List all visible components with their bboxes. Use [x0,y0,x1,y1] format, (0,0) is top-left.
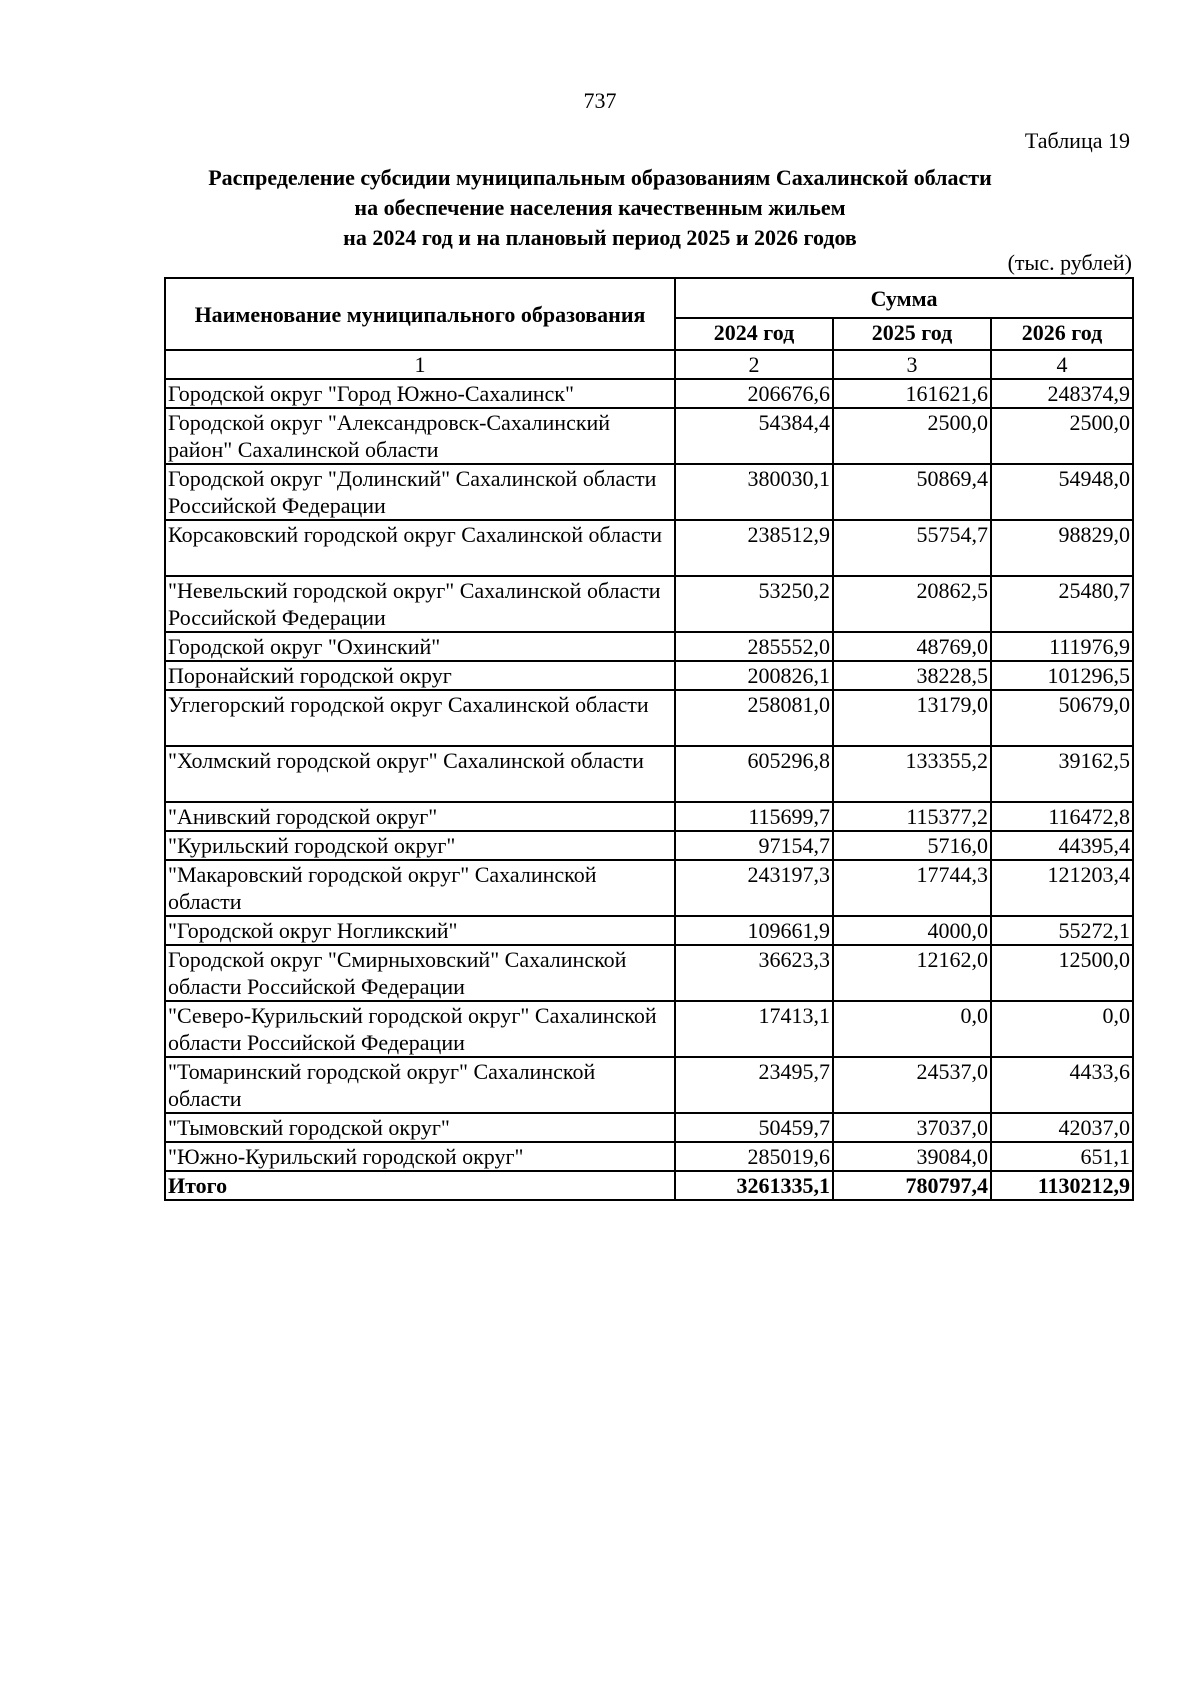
municipality-name: "Томаринский городской округ" Сахалинской области [165,1057,675,1113]
value-2025: 161621,6 [833,379,991,408]
total-2024: 3261335,1 [675,1171,833,1200]
value-2024: 53250,2 [675,576,833,632]
value-2026: 116472,8 [991,802,1133,831]
value-2025: 48769,0 [833,632,991,661]
value-2025: 4000,0 [833,916,991,945]
value-2024: 115699,7 [675,802,833,831]
municipality-name: "Анивский городской округ" [165,802,675,831]
table-row [165,379,1133,408]
value-2024: 97154,7 [675,831,833,860]
value-2025: 0,0 [833,1001,991,1057]
municipality-name: Городской округ "Александровск-Сахалинский район" Сахалинской области [165,408,675,464]
value-2025: 20862,5 [833,576,991,632]
table-row [165,746,1133,802]
value-2024: 380030,1 [675,464,833,520]
table-label: Таблица 19 [1024,128,1130,153]
value-2025: 12162,0 [833,945,991,1001]
value-2025: 5716,0 [833,831,991,860]
table-row [165,945,1133,1001]
table-row [165,576,1133,632]
value-2024: 54384,4 [675,408,833,464]
table-row [165,464,1133,520]
header-year-2026: 2026 год [991,318,1133,350]
table-row [165,802,1133,831]
value-2025: 50869,4 [833,464,991,520]
title-line-2: на обеспечение населения качественным жильем [354,195,846,220]
table-row [165,661,1133,690]
header-name: Наименование муниципального образования [165,278,675,350]
municipality-name: Корсаковский городской округ Сахалинской области [165,520,675,576]
value-2026: 248374,9 [991,379,1133,408]
municipality-name: "Курильский городской округ" [165,831,675,860]
header-sum: Сумма [675,278,1133,318]
value-2024: 238512,9 [675,520,833,576]
total-2026: 1130212,9 [991,1171,1133,1200]
municipality-name: "Макаровский городской округ" Сахалинской области [165,860,675,916]
value-2025: 115377,2 [833,802,991,831]
value-2026: 651,1 [991,1142,1133,1171]
municipality-name: Поронайский городской округ [165,661,675,690]
value-2025: 133355,2 [833,746,991,802]
title-line-1: Распределение субсидии муниципальным образованиям Сахалинской области [208,165,992,190]
title-line-3: на 2024 год и на плановый период 2025 и 2026 годов [343,225,857,250]
value-2024: 243197,3 [675,860,833,916]
table-row [165,1001,1133,1057]
municipality-name: "Городской округ Ногликский" [165,916,675,945]
value-2025: 55754,7 [833,520,991,576]
table-row [165,860,1133,916]
value-2026: 12500,0 [991,945,1133,1001]
header-year-2024: 2024 год [675,318,833,350]
municipality-name: Городской округ "Смирныховский" Сахалинской области Российской Федерации [165,945,675,1001]
value-2025: 17744,3 [833,860,991,916]
value-2024: 285552,0 [675,632,833,661]
value-2026: 25480,7 [991,576,1133,632]
value-2026: 111976,9 [991,632,1133,661]
value-2026: 55272,1 [991,916,1133,945]
value-2025: 37037,0 [833,1113,991,1142]
table-row [165,632,1133,661]
value-2026: 42037,0 [991,1113,1133,1142]
value-2024: 200826,1 [675,661,833,690]
page-number: 737 [583,88,617,113]
column-number-3: 3 [833,350,991,379]
column-number-4: 4 [991,350,1133,379]
header-year-2025: 2025 год [833,318,991,350]
table-row [165,690,1133,746]
table-row [165,408,1133,464]
table-row [165,916,1133,945]
value-2026: 44395,4 [991,831,1133,860]
municipality-name: "Невельский городской округ" Сахалинской области Российской Федерации [165,576,675,632]
municipality-name: "Северо-Курильский городской округ" Сахалинской области Российской Федерации [165,1001,675,1057]
table-row [165,1113,1133,1142]
municipality-name: Городской округ "Долинский" Сахалинской области Российской Федерации [165,464,675,520]
municipality-name: "Южно-Курильский городской округ" [165,1142,675,1171]
subsidy-table [164,277,1134,1201]
value-2024: 23495,7 [675,1057,833,1113]
value-2026: 39162,5 [991,746,1133,802]
value-2026: 50679,0 [991,690,1133,746]
value-2025: 2500,0 [833,408,991,464]
value-2025: 39084,0 [833,1142,991,1171]
value-2024: 109661,9 [675,916,833,945]
value-2024: 17413,1 [675,1001,833,1057]
value-2024: 605296,8 [675,746,833,802]
units-label: (тыс. рублей) [1007,250,1132,275]
table-row [165,1142,1133,1171]
value-2026: 54948,0 [991,464,1133,520]
column-number-1: 1 [165,350,675,379]
value-2024: 285019,6 [675,1142,833,1171]
value-2024: 206676,6 [675,379,833,408]
value-2026: 101296,5 [991,661,1133,690]
document-title [0,163,1200,253]
municipality-name: Углегорский городской округ Сахалинской области [165,690,675,746]
value-2024: 258081,0 [675,690,833,746]
value-2026: 0,0 [991,1001,1133,1057]
total-2025: 780797,4 [833,1171,991,1200]
value-2024: 50459,7 [675,1113,833,1142]
value-2024: 36623,3 [675,945,833,1001]
municipality-name: "Холмский городской округ" Сахалинской области [165,746,675,802]
total-row [165,1171,1133,1200]
municipality-name: Городской округ "Город Южно-Сахалинск" [165,379,675,408]
value-2025: 13179,0 [833,690,991,746]
value-2026: 4433,6 [991,1057,1133,1113]
column-number-2: 2 [675,350,833,379]
value-2026: 2500,0 [991,408,1133,464]
table-row [165,520,1133,576]
total-label: Итого [165,1171,675,1200]
municipality-name: Городской округ "Охинский" [165,632,675,661]
table-row [165,831,1133,860]
value-2026: 98829,0 [991,520,1133,576]
value-2026: 121203,4 [991,860,1133,916]
table-row [165,1057,1133,1113]
value-2025: 38228,5 [833,661,991,690]
value-2025: 24537,0 [833,1057,991,1113]
municipality-name: "Тымовский городской округ" [165,1113,675,1142]
